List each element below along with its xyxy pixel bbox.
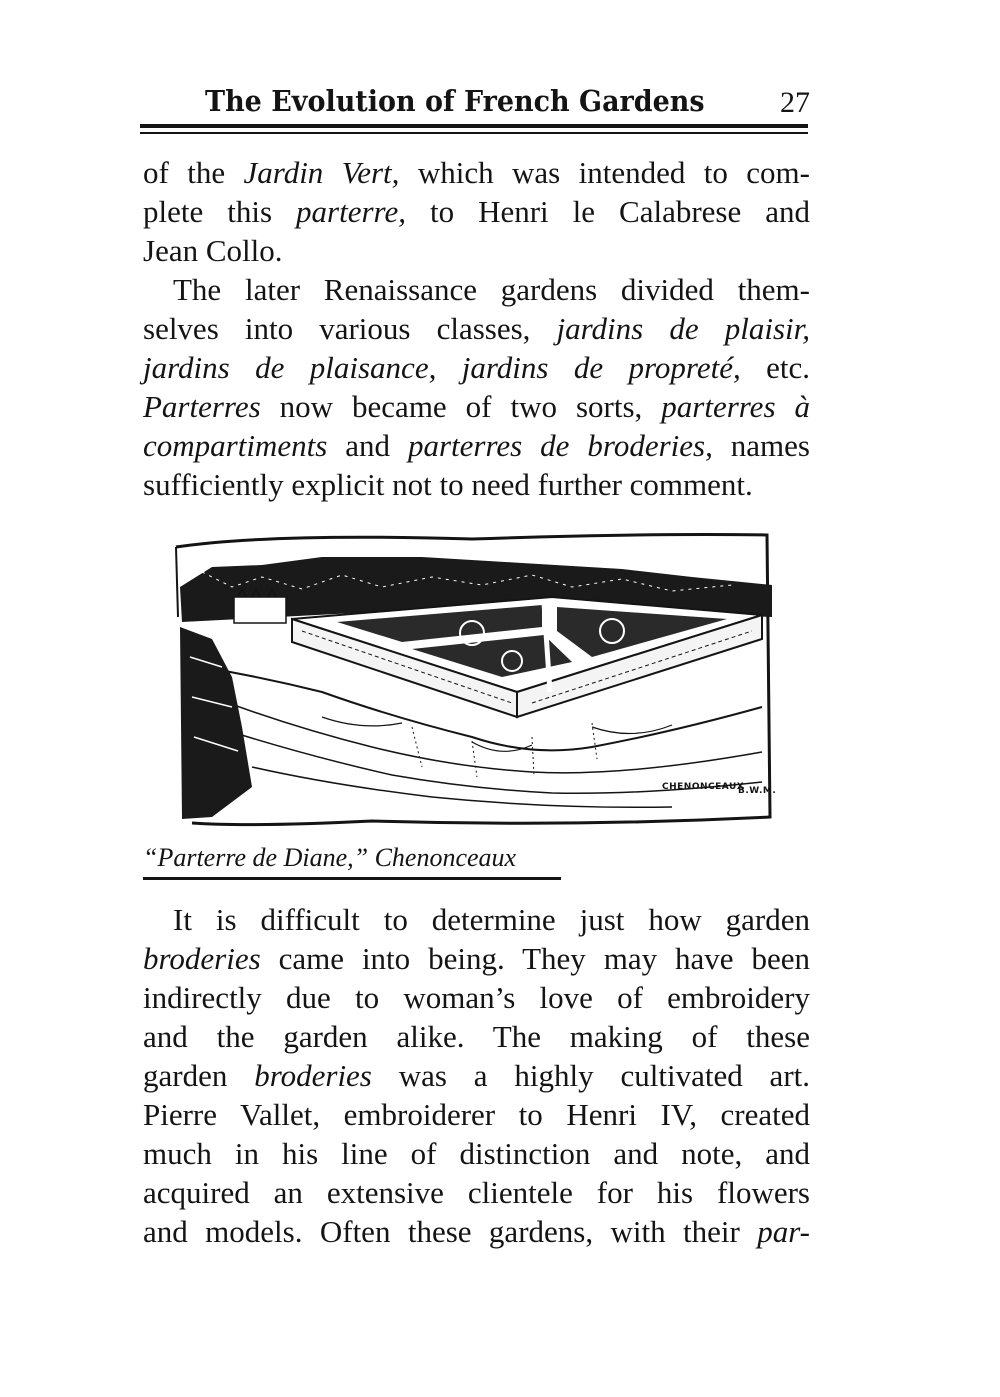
text-line: and the garden alike. The making of these <box>143 1019 810 1054</box>
header-rule-thin <box>140 132 808 134</box>
text-line: Jean Collo. <box>143 233 283 268</box>
running-title: The Evolution of French Gardens <box>205 84 705 118</box>
text-line: of the Jardin Vert, which was intended to com- <box>143 155 810 190</box>
running-head <box>140 78 810 124</box>
text-line: and models. Often these gardens, with their par- <box>143 1214 810 1249</box>
text-line: much in his line of distinction and note, and <box>143 1136 810 1171</box>
text-line: plete this parterre, to Henri le Calabrese and <box>143 194 810 229</box>
text-line: Pierre Vallet, embroiderer to Henri IV, created <box>143 1097 810 1132</box>
text-line: jardins de plaisance, jardins de propreté, etc. <box>143 350 811 385</box>
page-number: 27 <box>780 86 810 119</box>
paragraph-3 <box>143 900 810 1251</box>
figure-caption: “Parterre de Diane,” Chenonceaux <box>143 843 517 872</box>
header-rule-thick <box>140 124 808 128</box>
text-line: garden broderies was a highly cultivated art. <box>143 1058 811 1093</box>
garden-illustration <box>172 527 782 833</box>
figure-signature: CHENONCEAUX <box>662 782 745 792</box>
text-line: selves into various classes, jardins de plaisir, <box>143 311 810 346</box>
text-line: It is difficult to determine just how garden <box>173 902 810 937</box>
text-line: indirectly due to woman’s love of embroidery <box>143 980 810 1015</box>
text-line: acquired an extensive clientele for his flowers <box>143 1175 810 1210</box>
text-line: broderies came into being. They may have been <box>143 941 810 976</box>
paragraph-1 <box>143 153 810 270</box>
text-line: Parterres now became of two sorts, parterres à <box>143 389 810 424</box>
caption-rule <box>143 877 561 880</box>
text-line: The later Renaissance gardens divided them- <box>173 272 810 307</box>
text-line: sufficiently explicit not to need further comment. <box>143 467 753 502</box>
paragraph-2 <box>143 270 810 504</box>
figure-initials: B.W.M. <box>738 786 777 796</box>
text-line: compartiments and parterres de broderies, names <box>143 428 810 463</box>
